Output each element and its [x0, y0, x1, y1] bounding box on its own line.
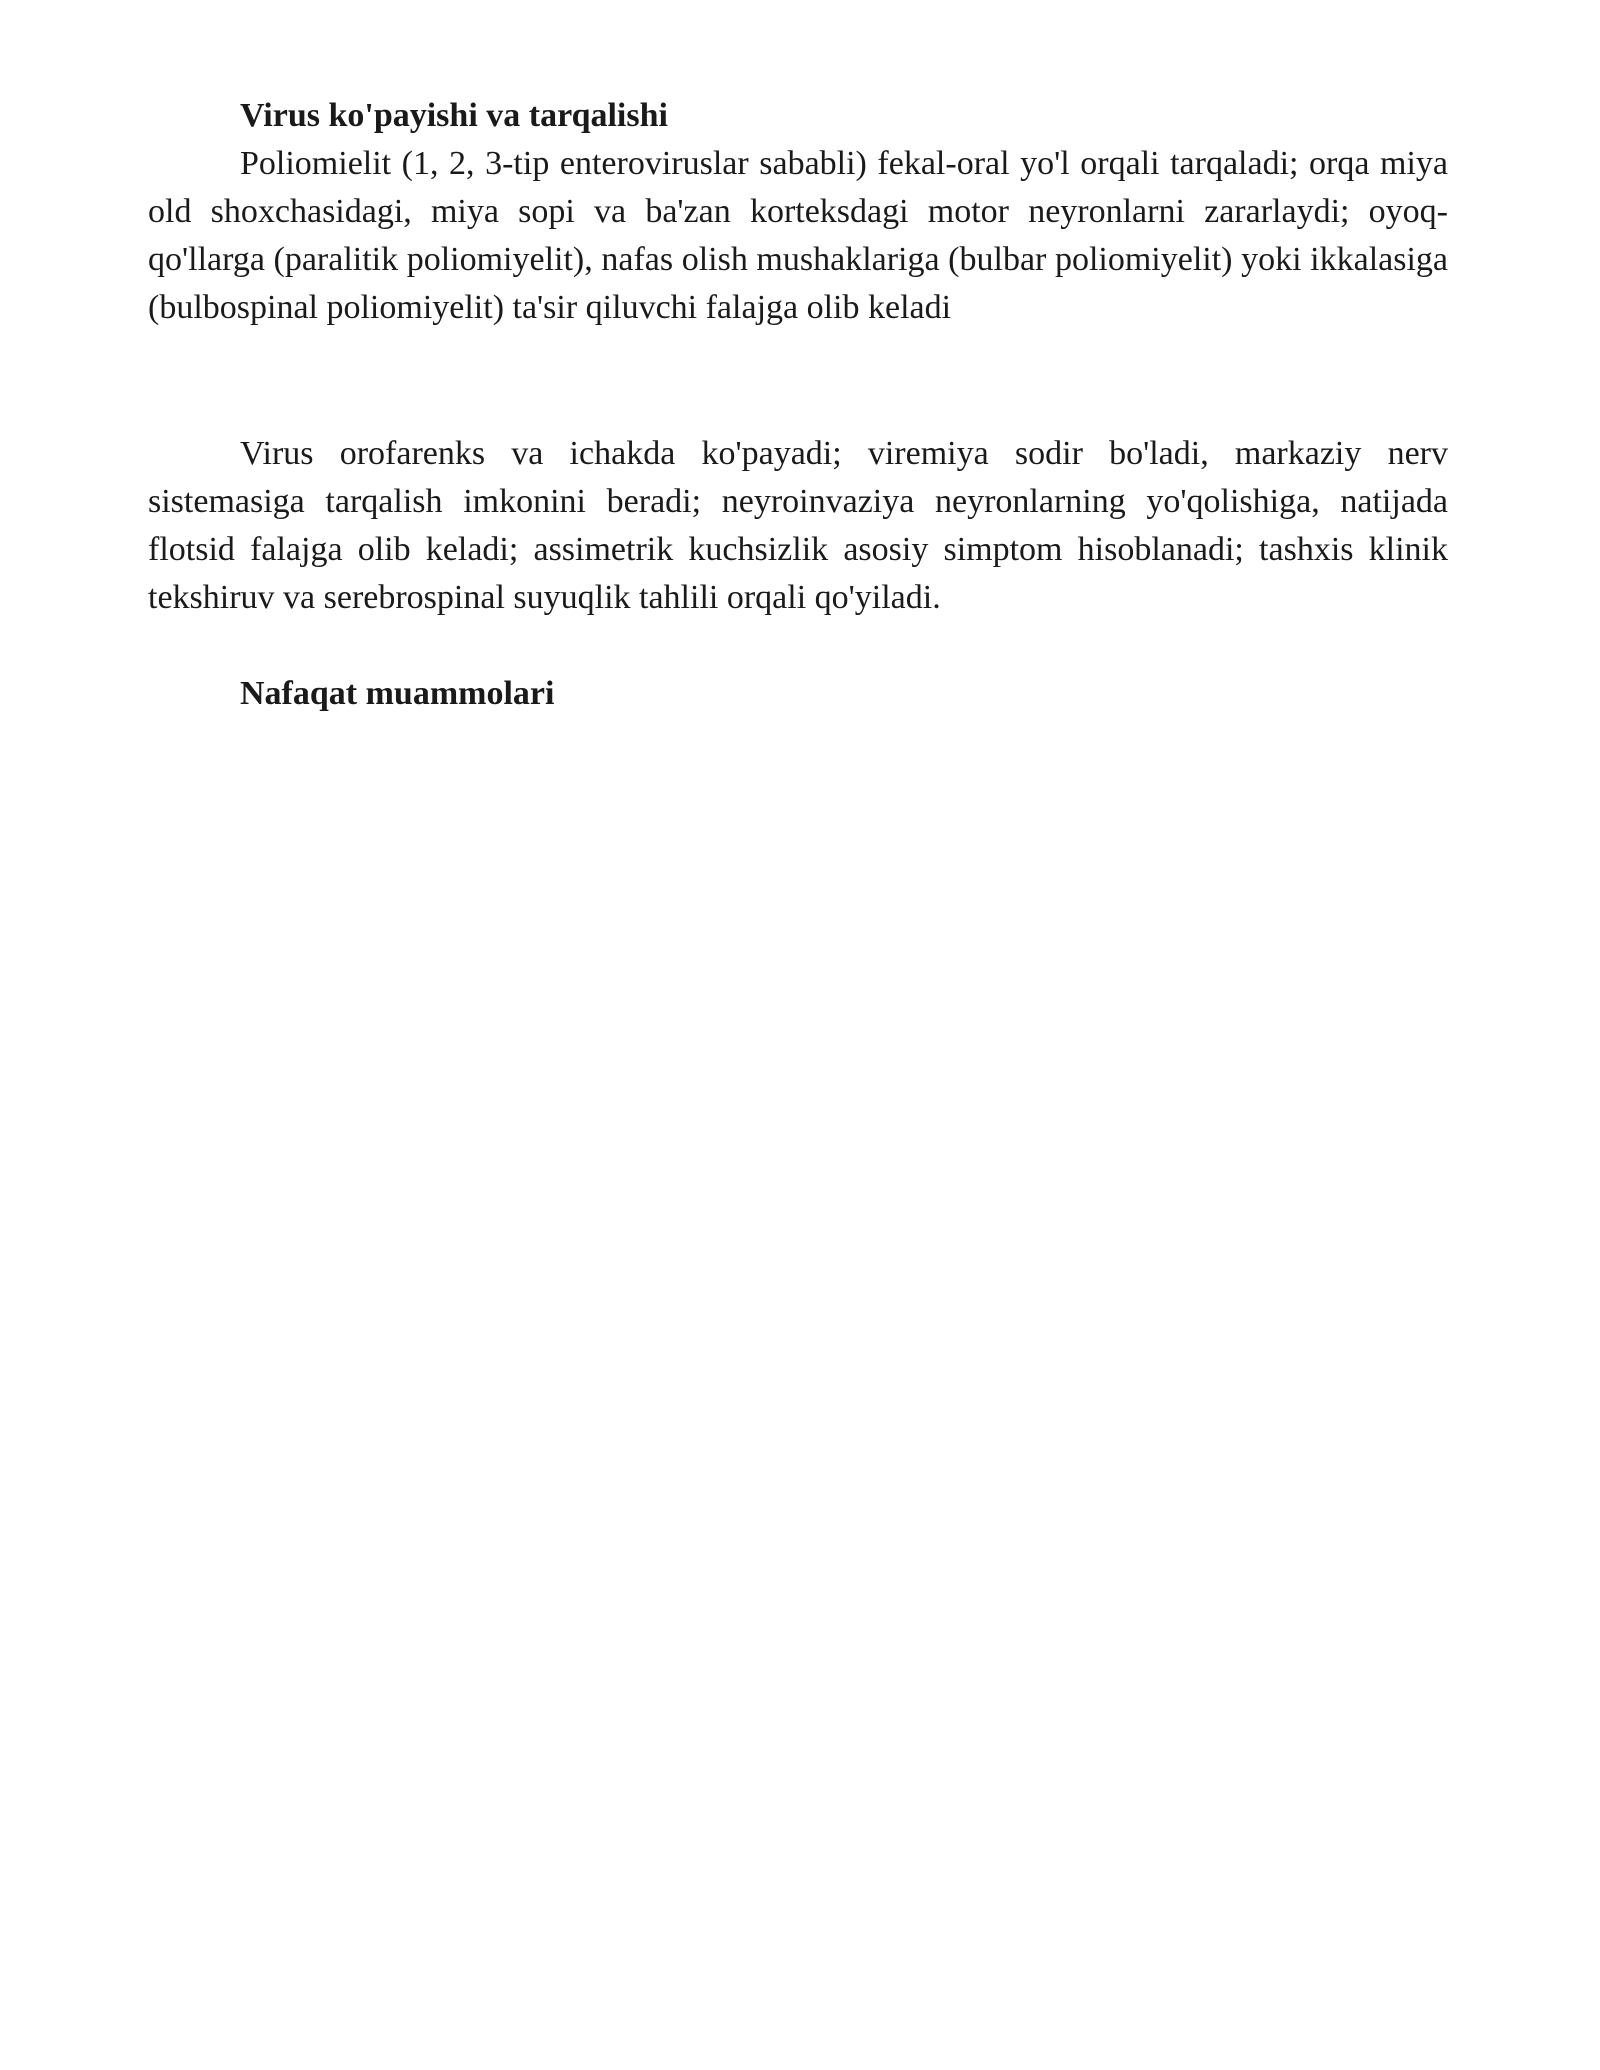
paragraph-poliomyelitis-transmission: Poliomielit (1, 2, 3-tip enteroviruslar sababli) fekal-oral yo'l orqali tarqaladi; orqa miya old shoxchasidagi, miya sopi va ba'zan korteksdagi motor neyronlarni zararlaydi; oyoq-qo'llarga (paralitik poliomiyelit), nafas olish mushaklariga (bulbar poliomiyelit) yoki ikkalasiga (bulbospinal poliomiyelit) ta'sir qiluvchi falajga olib keladi — [148, 145, 1448, 326]
document-body — [148, 92, 1448, 718]
section-heading-problems: Nafaqat muammolari — [240, 675, 555, 712]
paragraph-virus-pathogenesis: Virus orofarenks va ichakda ko'payadi; viremiya sodir bo'ladi, markaziy nerv sistemasiga tarqalish imkonini beradi; neyroinvaziya neyronlarning yo'qolishiga, natijada flotsid falajga olib keladi; assimetrik kuchsizlik asosiy simptom hisoblanadi; tashxis klinik tekshiruv va serebrospinal suyuqlik tahlili orqali qo'yiladi. — [148, 435, 1448, 616]
section-heading-virus-replication: Virus ko'payishi va tarqalishi — [240, 97, 668, 134]
